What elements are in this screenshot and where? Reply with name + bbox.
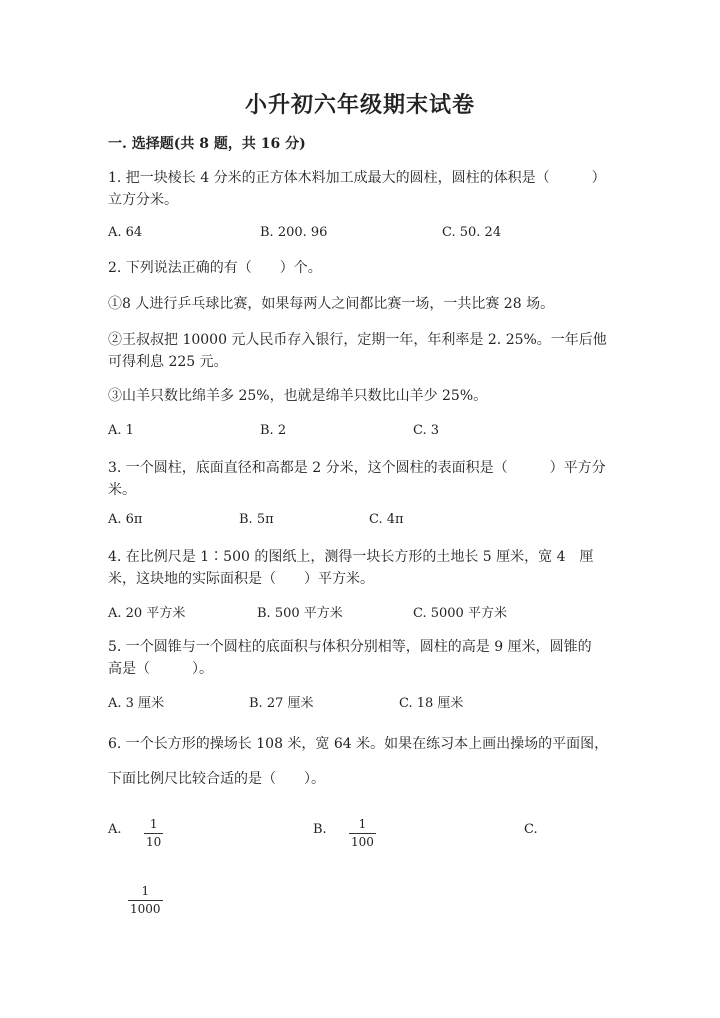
- fraction-denominator: 10: [146, 835, 162, 849]
- option-b: B. 500 平方米: [257, 606, 343, 621]
- option-b: B.: [313, 822, 327, 837]
- fraction-numerator: 1: [358, 817, 367, 831]
- question-line: 4. 在比例尺是 1∶500 的图纸上，测得一块长方形的土地长 5 厘米，宽 4 厘: [108, 549, 594, 565]
- statement-line: ①8 人进行乒乓球比赛，如果每两人之间都比赛一场，一共比赛 28 场。: [108, 296, 555, 312]
- statement-1: [108, 293, 554, 315]
- statement-line: ②王叔叔把 10000 元人民币存入银行，定期一年，年利率是 2. 25%。一年后他: [108, 332, 607, 348]
- option-b: B. 2: [260, 423, 287, 438]
- question-line: 6. 一个长方形的操场长 108 米，宽 64 米。如果在练习本上画出操场的平面图，: [108, 736, 609, 752]
- option-c: C. 4π: [369, 512, 404, 527]
- option-a: A. 1: [108, 423, 134, 438]
- question-4: [108, 546, 594, 590]
- statement-line: 可得利息 225 元。: [108, 354, 228, 370]
- option-c: C. 5000 平方米: [413, 606, 507, 621]
- option-c: C. 50. 24: [442, 225, 502, 240]
- option-c: C.: [524, 822, 538, 837]
- option-a: A.: [108, 822, 122, 837]
- option-c: C. 18 厘米: [399, 696, 464, 711]
- question-line: 3. 一个圆柱，底面直径和高都是 2 分米，这个圆柱的表面积是（ ）平方分: [108, 460, 606, 476]
- option-b: B. 5π: [239, 512, 274, 527]
- question-line: 1. 把一块棱长 4 分米的正方体木料加工成最大的圆柱，圆柱的体积是（ ）: [108, 170, 606, 186]
- question-line: 5. 一个圆锥与一个圆柱的底面积与体积分别相等，圆柱的高是 9 厘米，圆锥的: [108, 639, 592, 655]
- statement-line: ③山羊只数比绵羊多 25%，也就是绵羊只数比山羊少 25%。: [108, 388, 488, 404]
- question-line: 立方分米。: [108, 192, 178, 208]
- question-line: 米，这块地的实际面积是（ ）平方米。: [108, 571, 374, 587]
- question-line: 下面比例尺比较合适的是（ ）。: [108, 771, 325, 787]
- question-3: [108, 457, 606, 501]
- fraction-denominator: 1000: [130, 902, 161, 916]
- option-a: A. 20 平方米: [108, 606, 186, 621]
- question-1: [108, 167, 606, 211]
- fraction-1-1000: [128, 884, 163, 917]
- question-5: [108, 636, 592, 680]
- fraction-bar: [144, 833, 163, 834]
- option-a: A. 3 厘米: [108, 696, 165, 711]
- fraction-1-10: [144, 817, 163, 850]
- fraction-bar: [128, 900, 163, 901]
- option-b: B. 200. 96: [260, 225, 328, 240]
- option-a: A. 64: [108, 225, 143, 240]
- fraction-numerator: 1: [141, 884, 150, 898]
- fraction-bar: [349, 833, 376, 834]
- question-line: 高是（ ）。: [108, 661, 213, 677]
- option-b: B. 27 厘米: [249, 696, 314, 711]
- question-2: [108, 257, 322, 279]
- option-a: A. 6π: [108, 512, 143, 527]
- question-6: [108, 727, 608, 797]
- page-title: 小升初六年级期末试卷: [244, 92, 475, 118]
- statement-3: [108, 385, 487, 407]
- section-heading: 一. 选择题(共 8 题，共 16 分): [108, 136, 306, 152]
- fraction-1-100: [349, 817, 376, 850]
- statement-2: [108, 329, 607, 373]
- option-c: C. 3: [413, 423, 440, 438]
- fraction-denominator: 100: [351, 835, 374, 849]
- question-line: 米。: [108, 482, 136, 498]
- fraction-numerator: 1: [149, 817, 158, 831]
- question-line: 2. 下列说法正确的有（ ）个。: [108, 260, 322, 276]
